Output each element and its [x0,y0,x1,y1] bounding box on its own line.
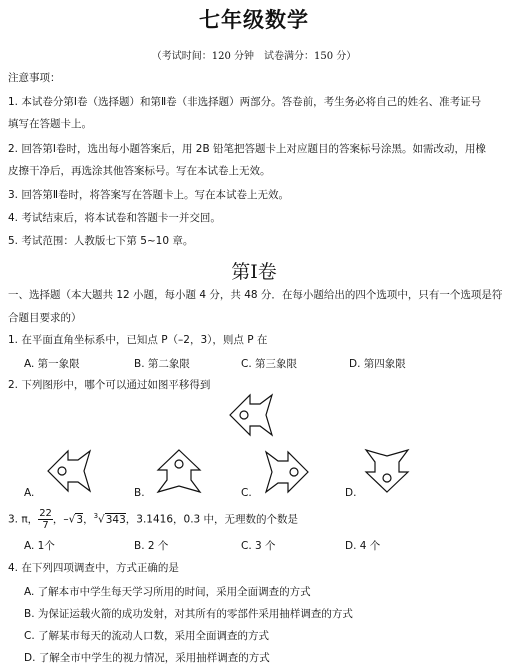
q2-option-d-figure[interactable] [364,446,410,494]
notice-line: 皮擦干净后，再选涂其他答案标号。写在本试卷上无效。 [8,165,271,177]
question-2-stem: 2. 下列图形中，哪个可以通过如图平移得到 [8,379,211,391]
q1-option-c[interactable]: C. 第三象限 [241,358,298,370]
notice-heading: 注意事项： [8,72,61,84]
q3-sqrt-value: 3 [76,513,84,526]
notice-line: 3. 回答第Ⅱ卷时，将答案写在答题卡上。写在本试卷上无效。 [8,189,290,201]
q2-option-a-figure[interactable] [46,449,94,493]
q3-fraction [38,508,53,531]
q2-option-c[interactable]: C. [241,487,252,499]
q2-option-c-figure[interactable] [262,450,310,494]
q3-fraction-numerator: 22 [39,508,52,519]
notice-line: 2. 回答第Ⅰ卷时，选出每小题答案后，用 2B 铅笔把答题卡上对应题目的答案标号涂黑。如需改动，用橡 [8,143,487,155]
q2-option-d[interactable]: D. [345,487,357,499]
sqrt-symbol-icon: √ [68,513,76,526]
q3-prefix: 3. π， [8,513,39,526]
q4-option-d[interactable]: D. 了解全市中学生的视力情况，采用抽样调查的方式 [24,652,270,664]
question-3-stem: 3. π， $\frac{22}{7}$ ，–√3，$^3$√343，3.1416，0.3 中，无理数的个数是 [8,508,299,531]
q1-option-a[interactable]: A. 第一象限 [24,358,80,370]
q3-fraction-denominator: 7 [42,520,49,531]
q3-cbrt-value: 343 [105,513,126,526]
q3-option-a[interactable]: A. 1个 [24,540,55,552]
q4-option-c[interactable]: C. 了解某市每天的流动人口数，采用全面调查的方式 [24,630,270,642]
exam-title: 七年级数学 [199,8,309,32]
section-title: 第Ⅰ卷 [231,261,277,283]
q1-option-d[interactable]: D. 第四象限 [349,358,406,370]
notice-line: 5. 考试范围：人教版七下第 5~10 章。 [8,235,194,247]
q4-option-a[interactable]: A. 了解本市中学生每天学习所用的时间，采用全面调查的方式 [24,586,311,598]
notice-line: 1. 本试卷分第Ⅰ卷（选择题）和第Ⅱ卷（非选择题）两部分。答卷前，考生务必将自己的姓名、准考证号 [8,96,482,108]
q3-neg-sign: ，– [52,513,69,526]
q3-option-c[interactable]: C. 3 个 [241,540,276,552]
part-heading: 一、选择题（本大题共 12 小题，每小题 4 分，共 48 分．在每小题给出的四个选项中，只有一个选项是符 [8,289,503,301]
question-4-stem: 4. 在下列四项调查中，方式正确的是 [8,562,179,574]
q2-option-a[interactable]: A. [24,487,35,499]
reference-arrow-figure [228,393,276,437]
part-heading-cont: 合题目要求的） [8,312,82,324]
q3-rest: ，3.1416，0.3 中，无理数的个数是 [125,513,299,526]
q1-option-b[interactable]: B. 第二象限 [134,358,190,370]
q2-option-b-figure[interactable] [156,448,202,496]
q3-cbrt-index: 3 [93,512,99,520]
notice-line: 4. 考试结束后，将本试卷和答题卡一并交回。 [8,212,221,224]
q4-option-b[interactable]: B. 为保证运载火箭的成功发射，对其所有的零部件采用抽样调查的方式 [24,608,353,620]
q3-option-b[interactable]: B. 2 个 [134,540,169,552]
q2-option-b[interactable]: B. [134,487,145,499]
exam-subtitle: （考试时间：120 分钟 试卷满分：150 分） [151,51,357,62]
cbrt-symbol-icon: √ [98,513,105,526]
notice-line: 填写在答题卡上。 [8,118,92,130]
q3-option-d[interactable]: D. 4 个 [345,540,381,552]
question-1-stem: 1. 在平面直角坐标系中，已知点 P（–2，3），则点 P 在 [8,334,268,346]
